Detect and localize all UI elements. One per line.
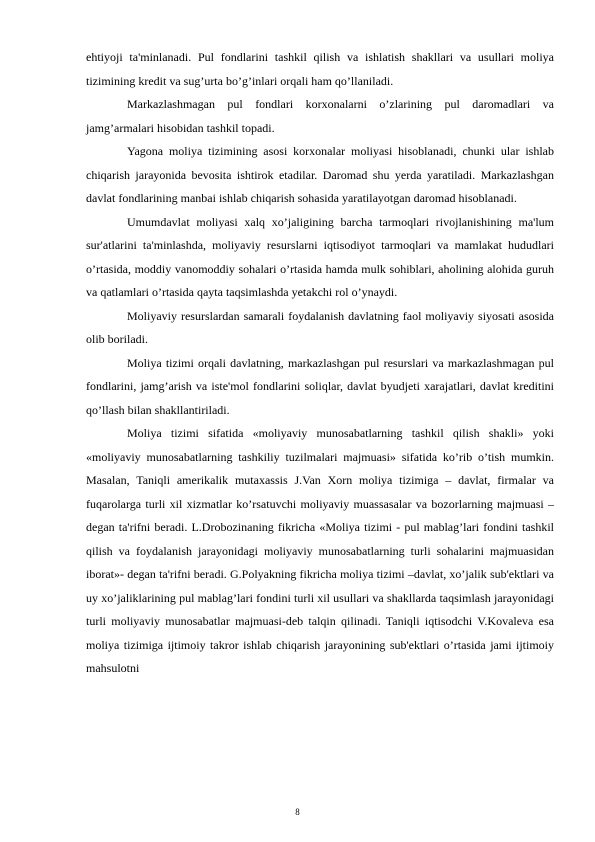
paragraph-3: Umumdavlat moliyasi xalq xo’jaligining barcha tarmoqlari rivojlanishining ma'lum sur'atlarini ta'minlashda, moliyaviy resurslarni iqtisodiyot tarmoqlari va mamlakat hududlari o’rtasida, moddiy vanomoddiy sohalari o’rtasida hamda mulk sohiblari, aholining alohida guruh va qatlamlari o’rtasida qayta taqsimlashda yetakchi rol o’ynaydi. <box>86 214 554 299</box>
paragraph-2: Yagona moliya tizimining asosi korxonalar moliyasi hisoblanadi, chunki ular ishlab chiqarish jarayonida bevosita ishtirok etadilar. Daromad shu yerda yaratiladi. Markazlashgan davlat fondlarining manbai ishlab chiqarish sohasida yaratilayotgan daromad hisoblanadi. <box>86 144 554 205</box>
paragraph-4: Moliyaviy resurslardan samarali foydalanish davlatning faol moliyaviy siyosati asosida olib boriladi. <box>86 308 554 346</box>
paragraph-0: ehtiyoji ta'minlanadi. Pul fondlarini tashkil qilish va ishlatish shakllari va usullari moliya tizimining kredit va sug’urta bo’g’inlari orqali ham qo’llaniladi. <box>86 50 554 88</box>
paragraph-1: Markazlashmagan pul fondlari korxonalarni o’zlarining pul daromadlari va jamg’armalari hisobidan tashkil topadi. <box>86 97 554 135</box>
document-body <box>86 46 554 681</box>
page-number: 8 <box>295 807 300 817</box>
paragraph-5: Moliya tizimi orqali davlatning, markazlashgan pul resurslari va markazlashmagan pul fondlarini, jamg’arish va iste'mol fondlarini soliqlar, davlat byudjeti xarajatlari, davlat kreditini qo’llash bilan shakllantiriladi. <box>86 355 554 417</box>
paragraph-6: Moliya tizimi sifatida «moliyaviy munosabatlarning tashkil qilish shakli» yoki «moliyaviy munosabatlarning tashkiliy tuzilmalari majmuasi» sifatida ko’rib o’tish mumkin. Masalan, Taniqli amerikalik mutaxassis J.Van Xorn moliya tizimiga – davlat, firmalar va fuqarolarga turli xil xizmatlar ko’rsatuvchi moliyaviy muassasalar va bozorlarning majmuasi –degan ta'rifni beradi. L.Drobozinaning fikricha «Moliya tizimi - pul mablag’lari fondini tashkil qilish va foydalanish jarayonidagi moliyaviy munosabatlarning turli sohalarini majmuasidan iborat»- degan ta'rifni beradi. G.Polyakning fikricha moliya tizimi –davlat, xo’jalik sub'ektlari va uy xo’jaliklarining pul mablag’lari fondini turli xil usullari va shakllarda taqsimlash jarayonidagi turli moliyaviy munosabatlar majmuasi-deb talqin qilinadi. Taniqli iqtisodchi V.Kovaleva esa moliya tizimiga ijtimoiy takror ishlab chiqarish jarayonining sub'ektlari o’rtasida jami ijtimoiy mahsulotni <box>86 426 554 675</box>
